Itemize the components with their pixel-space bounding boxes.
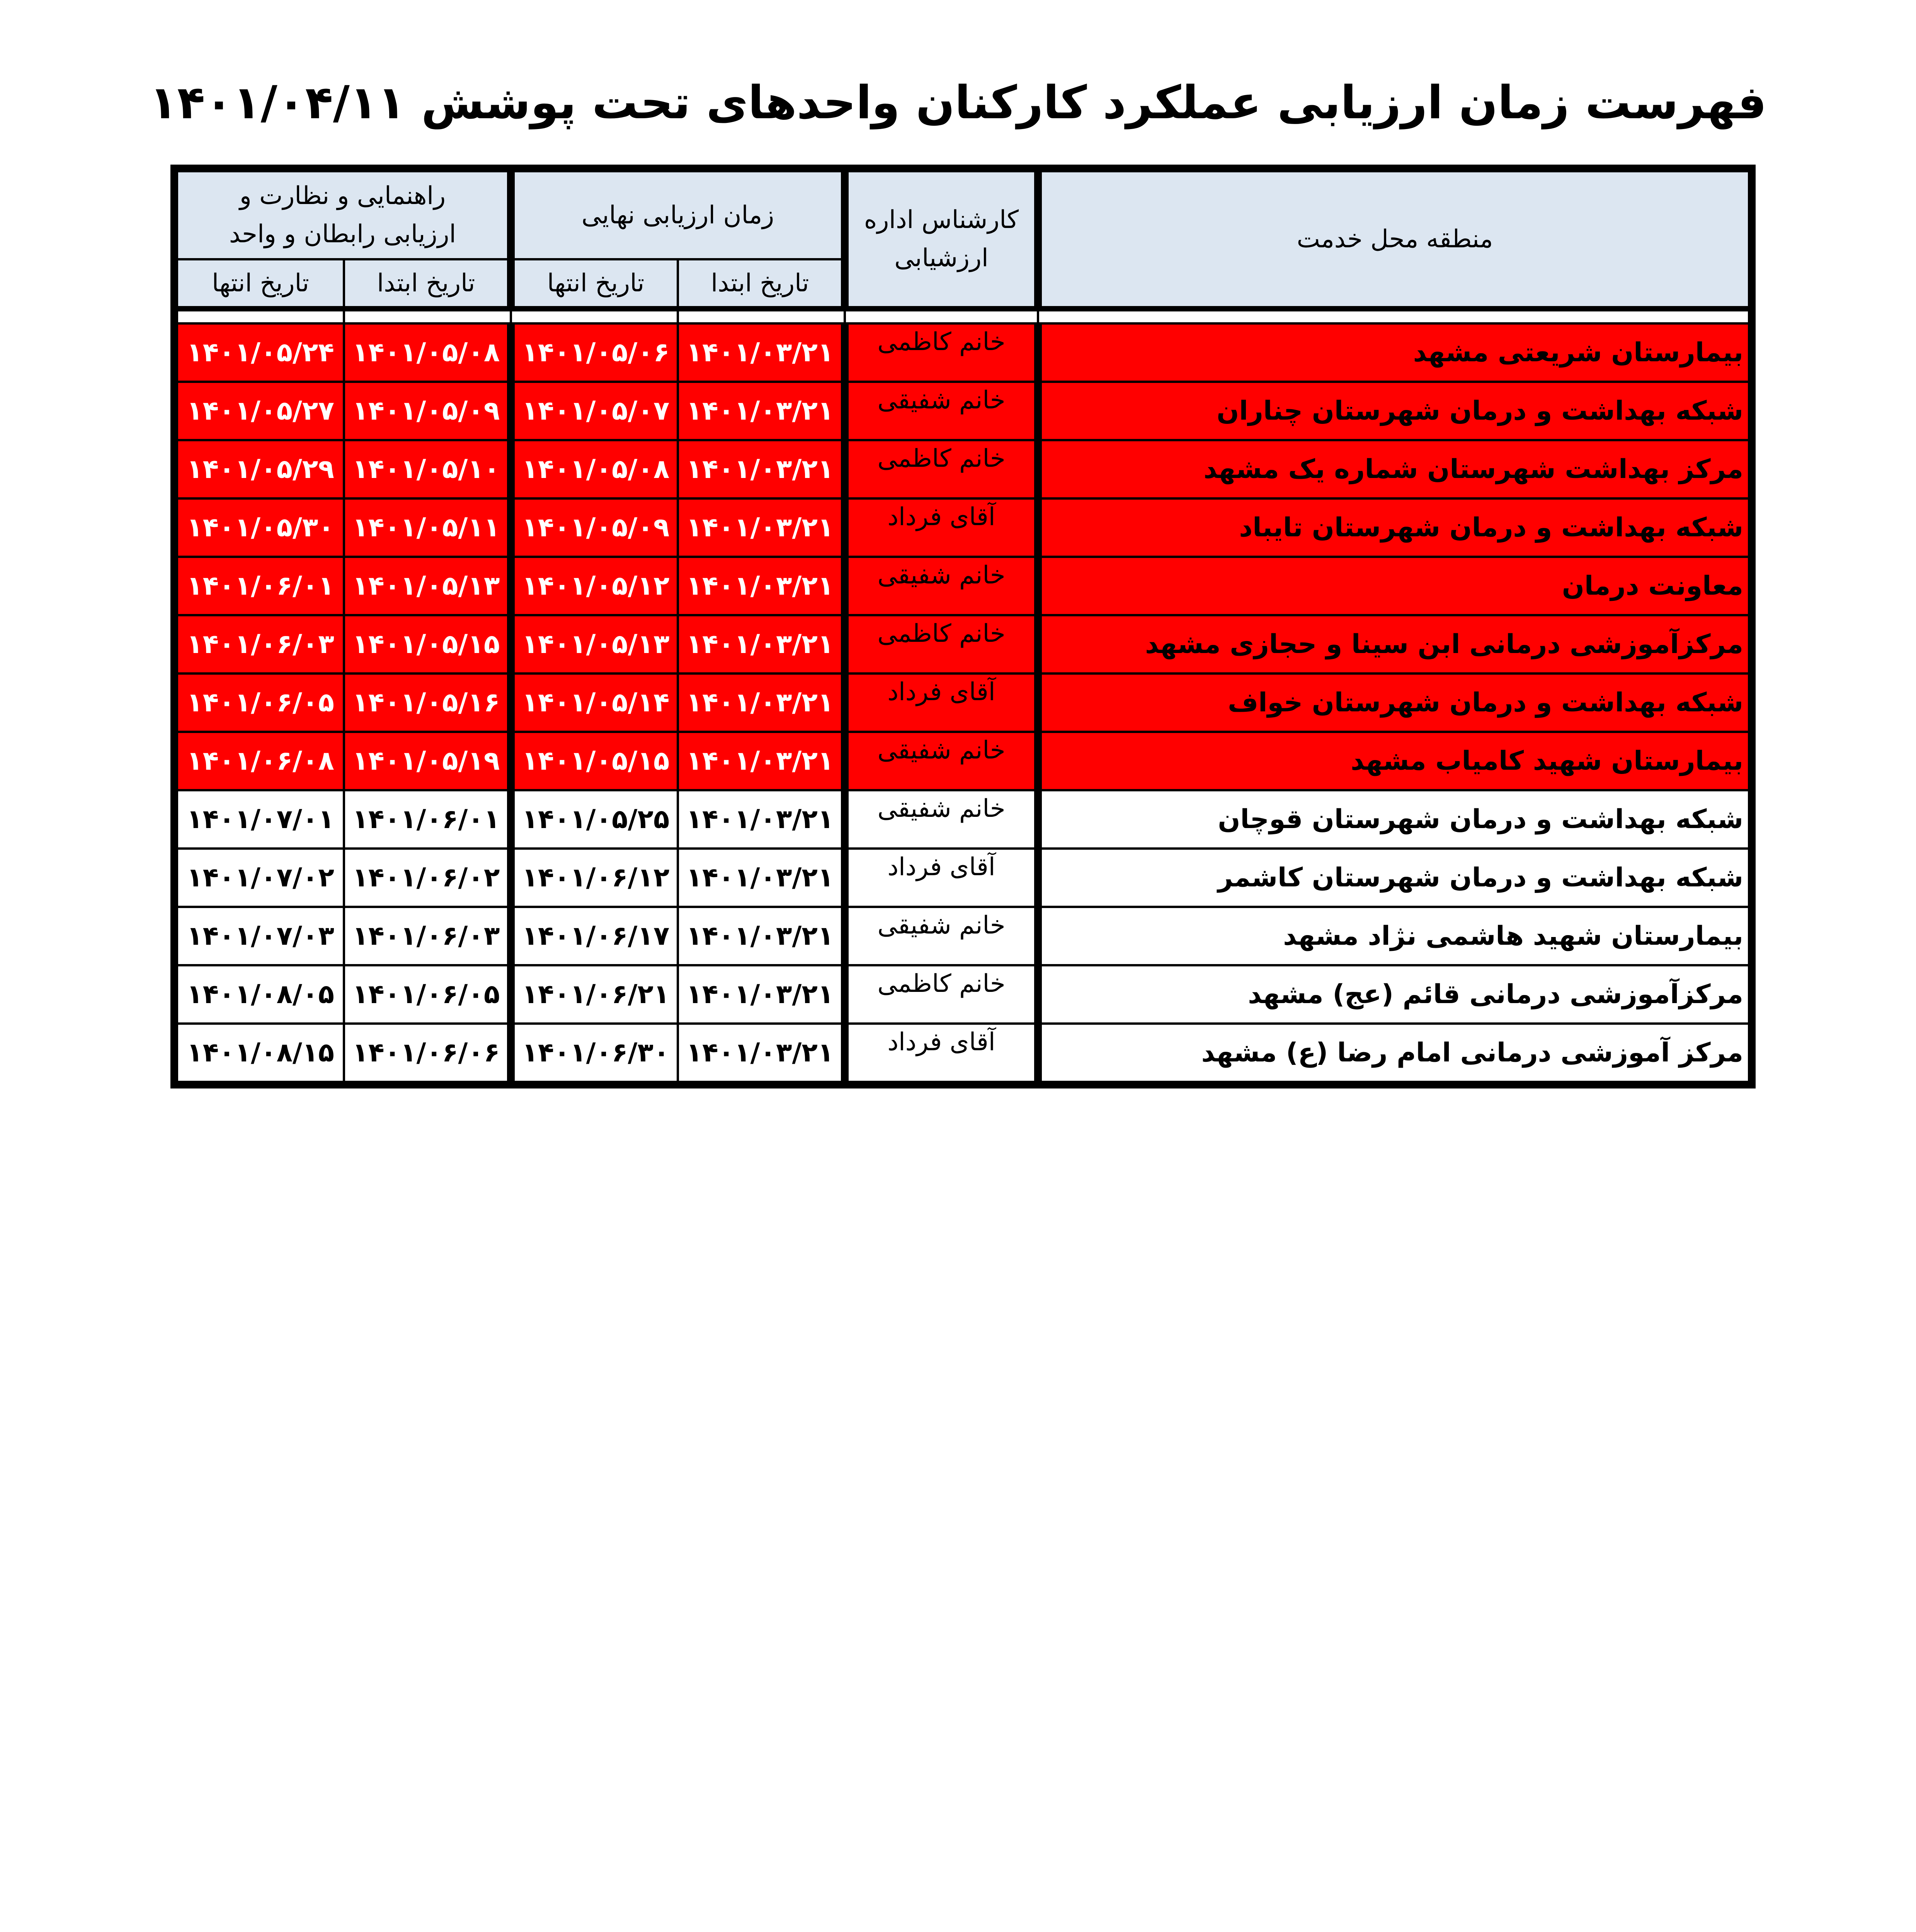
expert-cell: خانم شفیقی (845, 382, 1038, 440)
final-start-cell: ۱۴۰۱/۰۳/۲۱ (678, 849, 845, 907)
table-row (177, 907, 1749, 965)
table-row (177, 498, 1749, 557)
final-end-cell: ۱۴۰۱/۰۵/۱۳ (511, 615, 678, 673)
unit-cell: بیمارستان شریعتی مشهد (1038, 323, 1749, 382)
final-end-cell: ۱۴۰۱/۰۵/۱۲ (511, 557, 678, 615)
final-end-cell: ۱۴۰۱/۰۵/۰۶ (511, 323, 678, 382)
final-start-cell: ۱۴۰۱/۰۳/۲۱ (678, 732, 845, 790)
guide-start-cell: ۱۴۰۱/۰۵/۰۹ (344, 382, 511, 440)
guide-end-cell: ۱۴۰۱/۰۸/۱۵ (177, 1024, 344, 1082)
guide-start-cell: ۱۴۰۱/۰۵/۱۹ (344, 732, 511, 790)
unit-cell: بیمارستان شهید هاشمی نژاد مشهد (1038, 907, 1749, 965)
guide-end-cell: ۱۴۰۱/۰۵/۲۷ (177, 382, 344, 440)
expert-cell: خانم کاظمی (845, 323, 1038, 382)
guide-end-cell: ۱۴۰۱/۰۶/۰۱ (177, 557, 344, 615)
table-row (177, 965, 1749, 1024)
guide-end-cell: ۱۴۰۱/۰۶/۰۵ (177, 673, 344, 732)
header-final-end: تاریخ انتها (511, 259, 678, 309)
table-row (177, 673, 1749, 732)
guide-start-cell: ۱۴۰۱/۰۶/۰۶ (344, 1024, 511, 1082)
final-start-cell: ۱۴۰۱/۰۳/۲۱ (678, 440, 845, 498)
header-unit: منطقه محل خدمت (1038, 171, 1749, 309)
unit-cell: بیمارستان شهید کامیاب مشهد (1038, 732, 1749, 790)
final-start-cell: ۱۴۰۱/۰۳/۲۱ (678, 907, 845, 965)
evaluation-schedule-table (176, 170, 1750, 1083)
final-end-cell: ۱۴۰۱/۰۶/۱۲ (511, 849, 678, 907)
final-start-cell: ۱۴۰۱/۰۳/۲۱ (678, 323, 845, 382)
unit-cell: شبکه بهداشت و درمان شهرستان خواف (1038, 673, 1749, 732)
unit-cell: شبکه بهداشت و درمان شهرستان کاشمر (1038, 849, 1749, 907)
guide-end-cell: ۱۴۰۱/۰۸/۰۵ (177, 965, 344, 1024)
guide-end-cell: ۱۴۰۱/۰۵/۲۴ (177, 323, 344, 382)
table-row (177, 732, 1749, 790)
final-end-cell: ۱۴۰۱/۰۶/۳۰ (511, 1024, 678, 1082)
final-start-cell: ۱۴۰۱/۰۳/۲۱ (678, 790, 845, 849)
table-row (177, 382, 1749, 440)
guide-end-cell: ۱۴۰۱/۰۵/۳۰ (177, 498, 344, 557)
unit-cell: معاونت درمان (1038, 557, 1749, 615)
guide-start-cell: ۱۴۰۱/۰۵/۱۶ (344, 673, 511, 732)
final-start-cell: ۱۴۰۱/۰۳/۲۱ (678, 673, 845, 732)
final-end-cell: ۱۴۰۱/۰۵/۱۴ (511, 673, 678, 732)
guide-start-cell: ۱۴۰۱/۰۵/۱۵ (344, 615, 511, 673)
guide-end-cell: ۱۴۰۱/۰۷/۰۱ (177, 790, 344, 849)
table-row (177, 790, 1749, 849)
unit-cell: مرکزآموزشی درمانی ابن سینا و حجازی مشهد (1038, 615, 1749, 673)
guide-end-cell: ۱۴۰۱/۰۷/۰۳ (177, 907, 344, 965)
header-final-start: تاریخ ابتدا (678, 259, 845, 309)
table-row (177, 615, 1749, 673)
final-start-cell: ۱۴۰۱/۰۳/۲۱ (678, 615, 845, 673)
table-row (177, 323, 1749, 382)
final-start-cell: ۱۴۰۱/۰۳/۲۱ (678, 498, 845, 557)
page-title: فهرست زمان ارزیابی عملکرد کارکنان واحدهای تحت پوشش ۱۴۰۱/۰۴/۱۱ (149, 76, 1767, 129)
expert-cell: خانم شفیقی (845, 732, 1038, 790)
header-guide-start: تاریخ ابتدا (344, 259, 511, 309)
expert-cell: خانم شفیقی (845, 907, 1038, 965)
header-guide-end: تاریخ انتها (177, 259, 344, 309)
table-row (177, 557, 1749, 615)
table-row (177, 1024, 1749, 1082)
final-start-cell: ۱۴۰۱/۰۳/۲۱ (678, 965, 845, 1024)
guide-start-cell: ۱۴۰۱/۰۶/۰۲ (344, 849, 511, 907)
final-end-cell: ۱۴۰۱/۰۵/۰۸ (511, 440, 678, 498)
expert-cell: خانم شفیقی (845, 557, 1038, 615)
header-final-evaluation: زمان ارزیابی نهایی (511, 171, 845, 259)
expert-cell: خانم کاظمی (845, 615, 1038, 673)
guide-end-cell: ۱۴۰۱/۰۶/۰۸ (177, 732, 344, 790)
guide-start-cell: ۱۴۰۱/۰۵/۱۳ (344, 557, 511, 615)
final-end-cell: ۱۴۰۱/۰۶/۲۱ (511, 965, 678, 1024)
expert-cell: آقای فرداد (845, 498, 1038, 557)
guide-start-cell: ۱۴۰۱/۰۶/۰۵ (344, 965, 511, 1024)
unit-cell: شبکه بهداشت و درمان شهرستان قوچان (1038, 790, 1749, 849)
final-start-cell: ۱۴۰۱/۰۳/۲۱ (678, 557, 845, 615)
final-start-cell: ۱۴۰۱/۰۳/۲۱ (678, 1024, 845, 1082)
final-end-cell: ۱۴۰۱/۰۵/۰۹ (511, 498, 678, 557)
guide-end-cell: ۱۴۰۱/۰۵/۲۹ (177, 440, 344, 498)
final-end-cell: ۱۴۰۱/۰۵/۲۵ (511, 790, 678, 849)
expert-cell: آقای فرداد (845, 849, 1038, 907)
expert-cell: آقای فرداد (845, 673, 1038, 732)
expert-cell: آقای فرداد (845, 1024, 1038, 1082)
unit-cell: مرکز بهداشت شهرستان شماره یک مشهد (1038, 440, 1749, 498)
expert-cell: خانم کاظمی (845, 440, 1038, 498)
expert-cell: خانم شفیقی (845, 790, 1038, 849)
final-start-cell: ۱۴۰۱/۰۳/۲۱ (678, 382, 845, 440)
expert-cell: خانم کاظمی (845, 965, 1038, 1024)
unit-cell: مرکزآموزشی درمانی قائم (عج) مشهد (1038, 965, 1749, 1024)
guide-start-cell: ۱۴۰۱/۰۶/۰۳ (344, 907, 511, 965)
unit-cell: شبکه بهداشت و درمان شهرستان تایباد (1038, 498, 1749, 557)
guide-end-cell: ۱۴۰۱/۰۷/۰۲ (177, 849, 344, 907)
guide-start-cell: ۱۴۰۱/۰۵/۱۰ (344, 440, 511, 498)
header-expert: کارشناس اداره ارزشیابی (845, 171, 1038, 309)
table-row (177, 440, 1749, 498)
guide-start-cell: ۱۴۰۱/۰۵/۰۸ (344, 323, 511, 382)
unit-cell: مرکز آموزشی درمانی امام رضا (ع) مشهد (1038, 1024, 1749, 1082)
table-row (177, 849, 1749, 907)
unit-cell: شبکه بهداشت و درمان شهرستان چناران (1038, 382, 1749, 440)
guide-start-cell: ۱۴۰۱/۰۵/۱۱ (344, 498, 511, 557)
final-end-cell: ۱۴۰۱/۰۵/۱۵ (511, 732, 678, 790)
header-guidance: راهنمایی و نظارت و ارزیابی رابطان و واحد (177, 171, 511, 259)
guide-start-cell: ۱۴۰۱/۰۶/۰۱ (344, 790, 511, 849)
final-end-cell: ۱۴۰۱/۰۶/۱۷ (511, 907, 678, 965)
guide-end-cell: ۱۴۰۱/۰۶/۰۳ (177, 615, 344, 673)
final-end-cell: ۱۴۰۱/۰۵/۰۷ (511, 382, 678, 440)
